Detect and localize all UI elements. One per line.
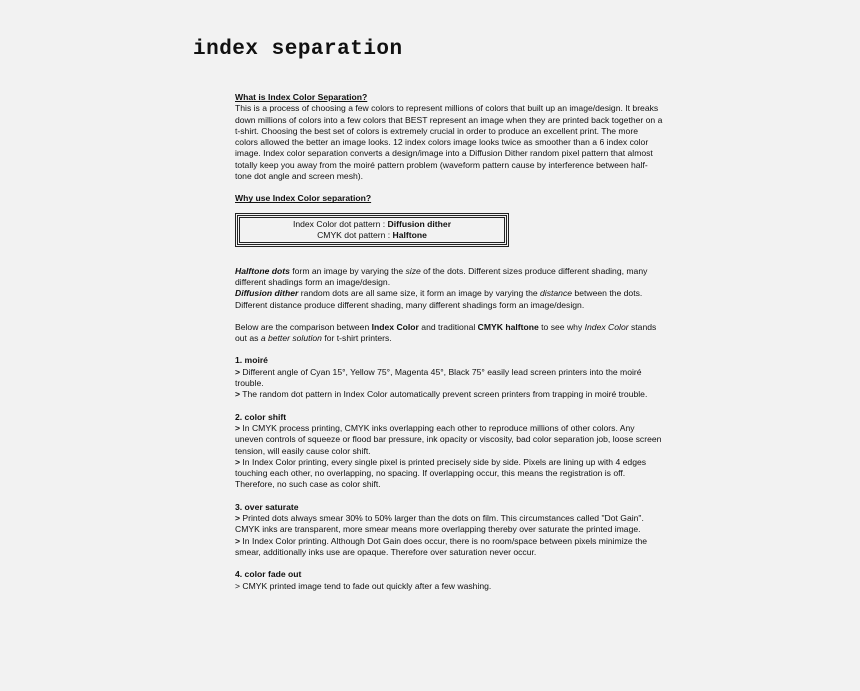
- item-title: 3. over saturate: [235, 501, 299, 512]
- item-title: 4. color fade out: [235, 569, 302, 580]
- item-point: [235, 367, 663, 390]
- dot-pattern-box: [235, 213, 509, 247]
- text: CMYK halftone: [477, 321, 539, 332]
- arrow-icon: >: [235, 456, 241, 467]
- point-text: Different angle of Cyan 15°, Yellow 75°, Magenta 45°, Black 75° easily lead screen printers into the moiré trouble.: [235, 366, 642, 389]
- point-text: Printed dots always smear 30% to 50% larger than the dots on film. This circumstances called "Dot Gain". CMYK inks are transparent, more smear means more overlapping thereby over saturate the printed image.: [235, 513, 644, 535]
- arrow-icon: >: [235, 580, 241, 591]
- text: to see why: [538, 321, 585, 332]
- section-heading-what: What is Index Color Separation?: [235, 92, 368, 102]
- text: and traditional: [418, 321, 478, 332]
- box-label: CMYK dot pattern :: [317, 229, 393, 240]
- point-text: CMYK printed image tend to fade out quickly after a few washing.: [242, 580, 492, 591]
- arrow-icon: >: [235, 422, 241, 433]
- comparison-item: [235, 412, 663, 491]
- text: for t-shirt printers.: [321, 333, 392, 344]
- section-paragraph-what: This is a process of choosing a few colors to represent millions of colors that built up an image/design. It breaks down millions of colors into a few colors that BEST represent an image when they are printed back together on a t-shirt. Choosing the best set of colors is extremely crucial in order to produce an excellent print. The more colors allowed the better an image looks. 12 index colors image looks twice as smoother than a 6 index color image. Index color separation converts a design/image into a Diffusion Dither random pixel pattern that almost totally keep you away from the moiré pattern problem (waveform pattern cause by interference between half-tone dot angle and screen mesh).: [235, 103, 663, 182]
- item-title: 2. color shift: [235, 411, 287, 422]
- text: between the dots. Different distance produce different shading, many different shadings form an image/design.: [235, 288, 643, 310]
- item-point: [235, 423, 663, 457]
- arrow-icon: >: [235, 535, 241, 546]
- point-text: In Index Color printing. Although Dot Gain does occur, there is no room/space between pixels minimize the smear, additionally inks use are opaque. Therefore over saturation never occur.: [235, 535, 648, 557]
- box-label: Index Color dot pattern :: [292, 218, 388, 229]
- point-text: In Index Color printing, every single pixel is printed precisely side by side. Pixels are lining up with 4 edges touching each other, no overlapping, no spacing. If overlapping occur, this means the registration is off. Therefore, no such case as color shift.: [235, 456, 647, 490]
- item-point: [235, 536, 663, 559]
- article-body: [235, 92, 663, 592]
- item-title: 1. moiré: [235, 355, 268, 366]
- text: Index Color: [584, 321, 629, 332]
- arrow-icon: >: [235, 366, 241, 377]
- text: random dots are all same size, it form an image by varying the: [298, 288, 541, 299]
- diffusion-paragraph: [235, 288, 663, 311]
- term: Halftone dots: [235, 265, 290, 276]
- text: stands out as: [235, 321, 657, 344]
- comparison-item: [235, 569, 663, 592]
- text: Below are the comparison between: [235, 321, 372, 332]
- box-row-index: [238, 219, 506, 230]
- text: Index Color: [371, 321, 419, 332]
- comparison-paragraph: [235, 322, 663, 345]
- emphasis: size: [405, 265, 421, 276]
- term: Diffusion dither: [235, 288, 299, 299]
- page-title: index separation: [193, 38, 403, 61]
- emphasis: distance: [540, 288, 573, 299]
- item-point: [235, 457, 663, 491]
- item-point: [235, 513, 663, 536]
- text: a better solution: [260, 333, 322, 344]
- box-value: Halftone: [392, 229, 427, 240]
- box-row-cmyk: [238, 230, 506, 241]
- text: of the dots. Different sizes produce different shading, many different shadings form an image/design.: [235, 265, 648, 287]
- section-heading-why: Why use Index Color separation?: [235, 193, 372, 204]
- comparison-item: [235, 502, 663, 558]
- arrow-icon: >: [235, 513, 241, 524]
- box-value: Diffusion dither: [387, 218, 452, 229]
- item-point: [235, 581, 663, 592]
- item-point: [235, 389, 663, 400]
- halftone-paragraph: [235, 266, 663, 289]
- point-text: The random dot pattern in Index Color automatically prevent screen printers from trapping in moiré trouble.: [242, 389, 648, 400]
- arrow-icon: >: [235, 389, 241, 400]
- comparison-item: [235, 355, 663, 400]
- text: form an image by varying the: [289, 265, 406, 276]
- point-text: In CMYK process printing, CMYK inks overlapping each other to reproduce millions of other colors. Any uneven controls of squeeze or flood bar pressure, ink opacity or viscosity, bad color separation job, loose screen tension, will easily cause color shift.: [235, 422, 662, 456]
